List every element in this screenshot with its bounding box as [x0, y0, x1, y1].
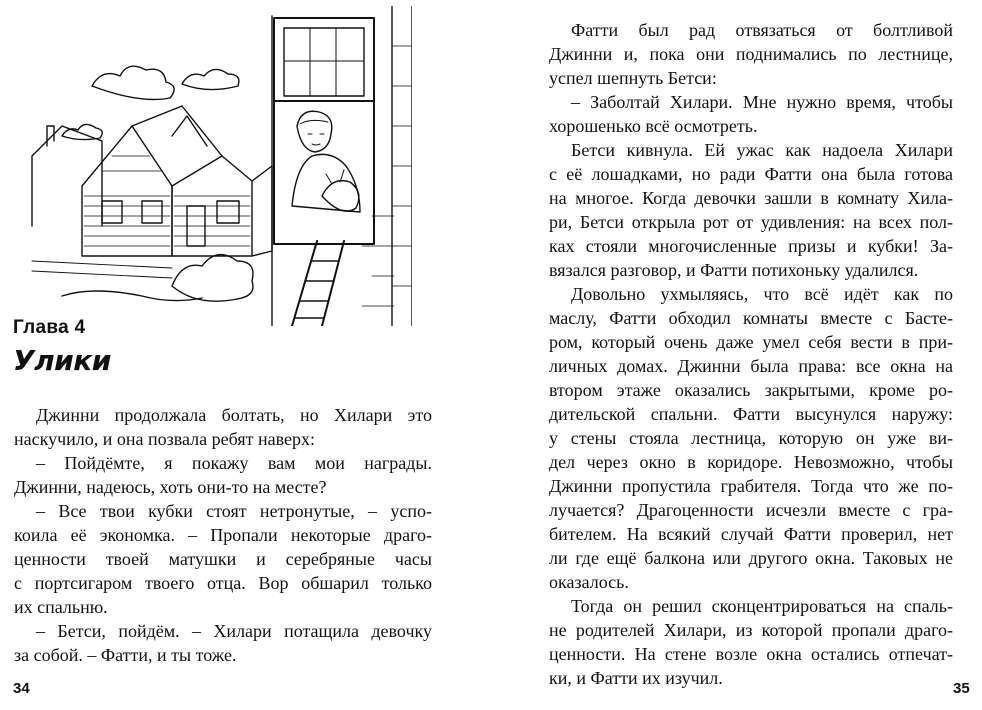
- text-line: Джинни, надеюсь, хоть они-то на месте?: [14, 477, 327, 497]
- text-line: дительской спальни. Фатти высунулся наружу:: [549, 404, 953, 424]
- text-line: Джинни продолжала болтать, но Хилари это: [36, 405, 432, 425]
- text-line: у стены стояла лестница, которую он уже ви-: [549, 428, 953, 448]
- text-line: личных домах. Джинни была права: все окна на: [549, 356, 953, 376]
- text-line: – Пойдёмте, я покажу вам мои награды.: [36, 453, 432, 473]
- text-line: с её лошадками, но ради Фатти она была готова: [549, 164, 953, 184]
- text-line: хорошенько всё осмотреть.: [549, 116, 758, 136]
- text-line: не родителей Хилари, из которой пропали драго-: [549, 620, 953, 640]
- chapter-label: Глава 4: [13, 317, 86, 338]
- text-line: ром, который очень даже умел себя вести в при-: [549, 332, 953, 352]
- text-line: Тогда он решил сконцентрироваться на спаль-: [571, 596, 953, 616]
- text-line: дел через окно в коридоре. Невозможно, чтобы: [549, 452, 953, 472]
- text-line: их спальню.: [14, 597, 108, 617]
- text-line: – Бетси, пойдём. – Хилари потащила девочку: [36, 621, 432, 641]
- text-line: Довольно ухмыляясь, что всё идёт как по: [571, 284, 953, 304]
- chapter-illustration: [22, 6, 412, 326]
- text-line: ценности. На стене возле окна остались отпечат-: [549, 644, 953, 664]
- text-line: маслу, Фатти обходил комнаты вместе с Басте-: [549, 308, 953, 328]
- text-line: коила её экономка. – Пропали некоторые драго-: [14, 525, 432, 545]
- text-line: бителем. На всякий случай Фатти проверил, нет: [549, 524, 953, 544]
- text-line: втором этаже оказались закрытыми, кроме ро-: [549, 380, 953, 400]
- text-line: Фатти был рад отвязаться от болтливой: [571, 20, 953, 40]
- page-number-right: 35: [953, 680, 970, 697]
- text-line: лучается? Драгоценности исчезли вместе с гра-: [549, 500, 953, 520]
- text-line: – Все твои кубки стоят нетронутые, – успо-: [36, 501, 432, 521]
- left-body-text: [14, 403, 432, 667]
- text-line: вязался разговор, и Фатти потихоньку удалился.: [549, 260, 919, 280]
- text-line: успел шепнуть Бетси:: [549, 68, 717, 88]
- text-line: за собой. – Фатти, и ты тоже.: [14, 645, 237, 665]
- text-line: ли где ещё балкона или другого окна. Таковых не: [549, 548, 953, 568]
- right-body-text: [549, 18, 953, 690]
- page-number-left: 34: [13, 680, 30, 697]
- text-line: Джинни и, пока они поднимались по лестнице,: [549, 44, 953, 64]
- text-line: на многое. Когда девочки зашли в комнату Хила-: [549, 188, 953, 208]
- text-line: ки, и Фатти их изучил.: [549, 668, 723, 688]
- text-line: Джинни пропустила грабителя. Тогда что же по-: [549, 476, 953, 496]
- text-line: ценности твоей матушки и серебряные часы: [14, 549, 432, 569]
- chapter-title: Улики: [13, 344, 111, 377]
- text-line: с портсигаром твоего отца. Вор обшарил только: [14, 573, 432, 593]
- text-line: ках стояли многочисленные призы и кубки! За-: [549, 236, 953, 256]
- text-line: наскучило, и она позвала ребят наверх:: [14, 429, 315, 449]
- text-line: ри, Бетси открыла рот от удивления: на всех пол-: [549, 212, 953, 232]
- right-page: [491, 0, 982, 710]
- text-line: Бетси кивнула. Ей ужас как надоела Хилари: [571, 140, 953, 160]
- text-line: оказалось.: [549, 572, 629, 592]
- text-line: – Заболтай Хилари. Мне нужно время, чтобы: [571, 92, 953, 112]
